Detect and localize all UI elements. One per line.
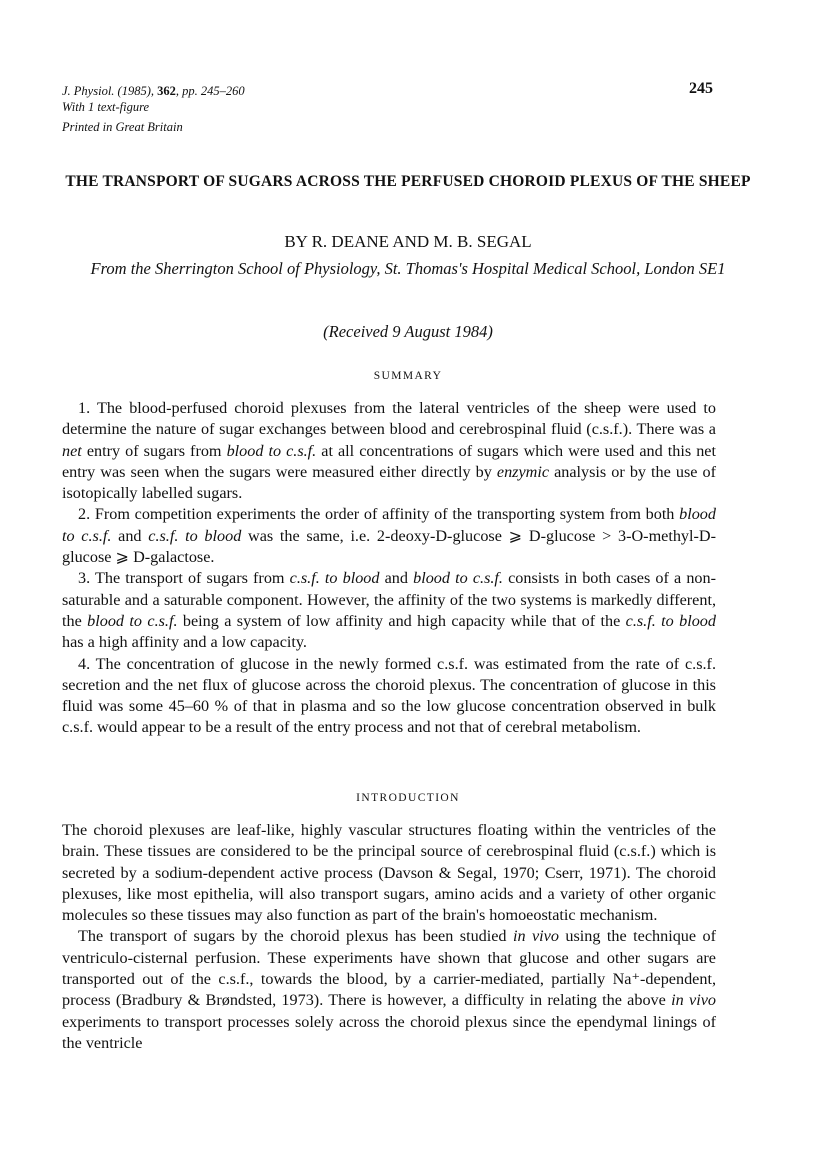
printed-note: Printed in Great Britain	[62, 120, 183, 134]
introduction-paragraph-2: The transport of sugars by the choroid plexus has been studied in vivo using the technique of ventriculo-cisternal perfusion. These experiments have shown that glucose and other sugars are transported out of the c.s.f., towards the blood, by a carrier-mediated, partially Na⁺-dependent, process (Bradbury & Brøndsted, 1973). There is however, a difficulty in relating the above in vivo experiments to transport processes solely across the choroid plexus since the ependymal linings of the ventricle	[62, 927, 716, 1052]
paper-affiliation: From the Sherrington School of Physiology, St. Thomas's Hospital Medical School, London SE1	[90, 259, 726, 278]
summary-paragraph-1: 1. The blood-perfused choroid plexuses from the lateral ventricles of the sheep were used to determine the nature of sugar exchanges between blood and cerebrospinal fluid (c.s.f.). There was a net entry of sugars from blood to c.s.f. at all concentrations of sugars which were used and this net entry was seen when the sugars were measured either directly by enzymic analysis or by the use of isotopically labelled sugars.	[62, 399, 716, 503]
figure-note: With 1 text-figure	[62, 100, 150, 114]
paper-authors: BY R. DEANE AND M. B. SEGAL	[284, 232, 532, 251]
journal-volume: 362	[157, 84, 176, 98]
introduction-paragraph-1: The choroid plexuses are leaf-like, highly vascular structures floating within the ventricles of the brain. These tissues are considered to be the principal source of cerebrospinal fluid (c.s.f.) which is secreted by a sodium-dependent active process (Davson & Segal, 1970; Cserr, 1971). The choroid plexuses, like most epithelia, will also transport sugars, amino acids and a variety of other organic molecules so these tissues may also function as part of the brain's homoeostatic mechanism.	[62, 821, 716, 925]
page-number: 245	[689, 80, 713, 97]
summary-paragraph-2: 2. From competition experiments the order of affinity of the transporting system from both blood to c.s.f. and c.s.f. to blood was the same, i.e. 2-deoxy-D-glucose ⩾ D-glucose > 3-O-methyl-D-glucose ⩾ D-galactose.	[62, 505, 716, 567]
journal-name: J. Physiol.	[62, 84, 115, 98]
introduction-heading: INTRODUCTION	[356, 792, 460, 804]
journal-pages: , pp. 245–260	[175, 84, 245, 98]
introduction-section	[62, 820, 716, 1054]
journal-year: (1985),	[117, 84, 154, 98]
summary-paragraph-4: 4. The concentration of glucose in the newly formed c.s.f. was estimated from the rate of c.s.f. secretion and the net flux of glucose across the choroid plexus. The concentration of glucose in this fluid was some 45–60 % of that in plasma and so the low glucose concentration observed in bulk c.s.f. would appear to be a result of the entry process and not that of cerebral metabolism.	[62, 654, 716, 737]
received-date: (Received 9 August 1984)	[323, 322, 493, 341]
summary-section	[62, 398, 716, 739]
paper-title: THE TRANSPORT OF SUGARS ACROSS THE PERFUSED CHOROID PLEXUS OF THE SHEEP	[65, 173, 751, 190]
summary-heading: SUMMARY	[373, 370, 443, 382]
summary-paragraph-3: 3. The transport of sugars from c.s.f. to blood and blood to c.s.f. consists in both cases of a non-saturable and a saturable component. However, the affinity of the two systems is markedly different, the blood to c.s.f. being a system of low affinity and high capacity while that of the c.s.f. to blood has a high affinity and a low capacity.	[62, 569, 716, 652]
